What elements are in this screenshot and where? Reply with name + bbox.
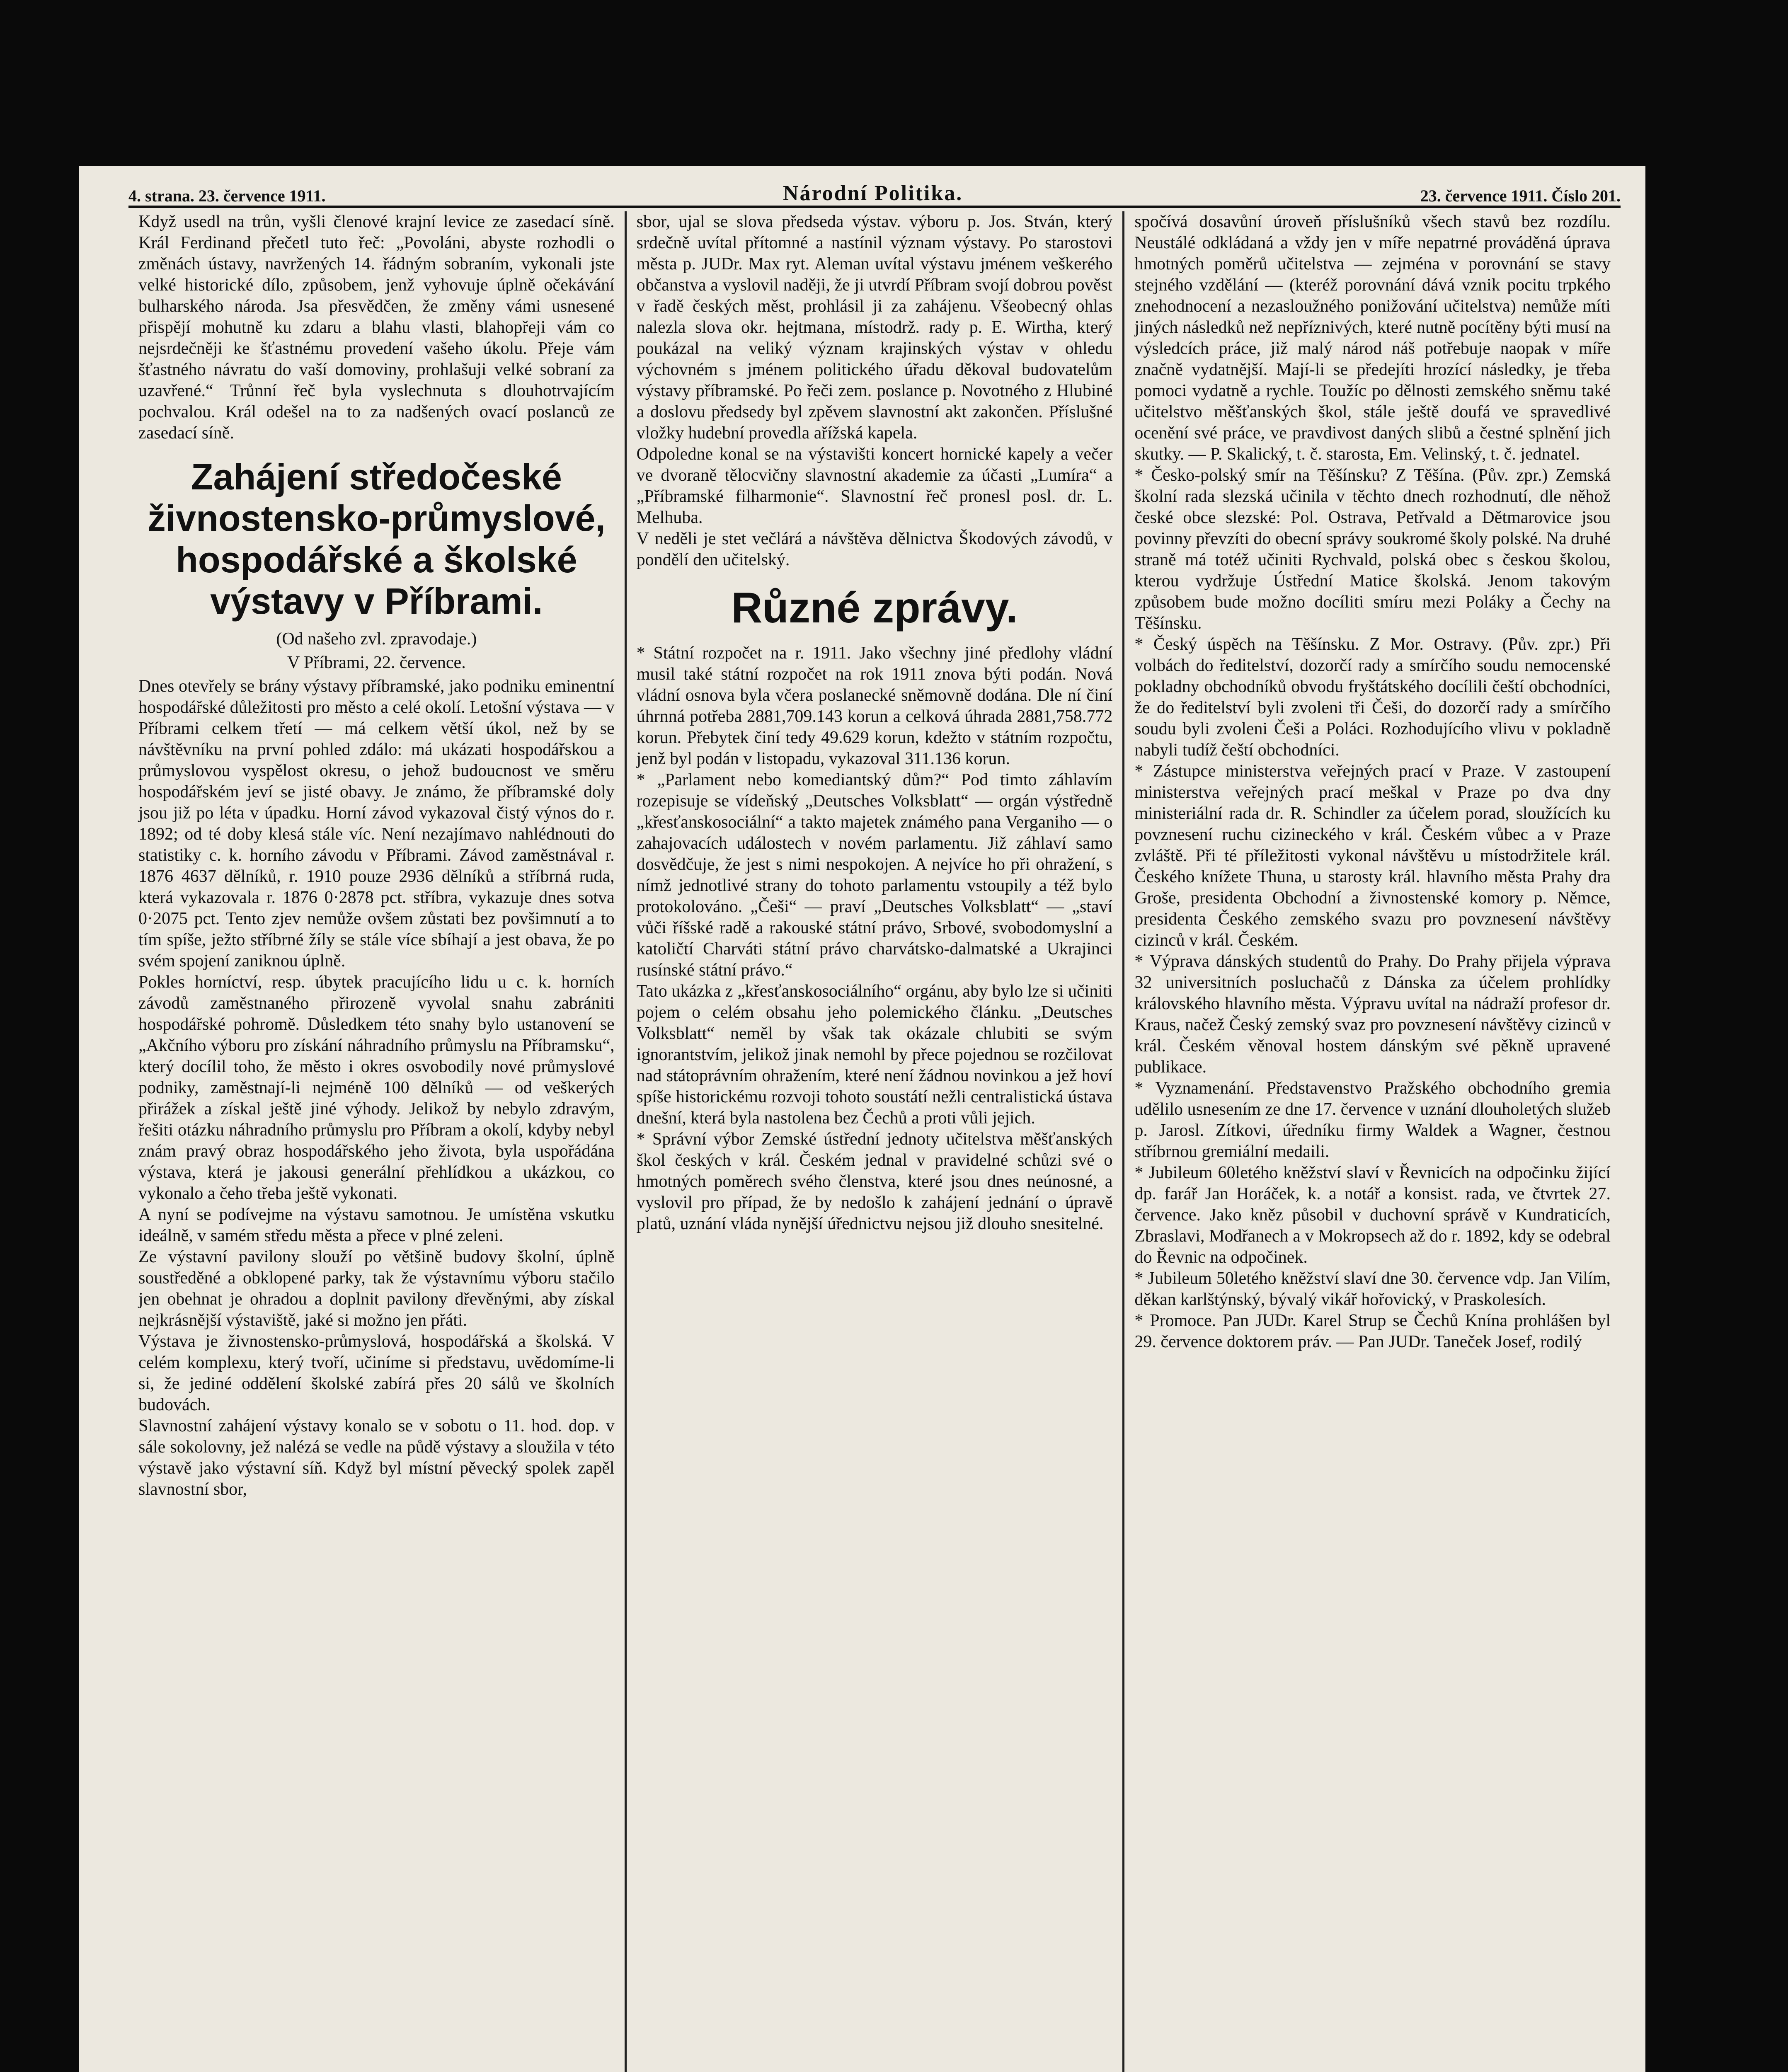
columns — [128, 211, 1621, 2072]
news-item: * Výprava dánských studentů do Prahy. Do Prahy přijela výprava 32 universitních posluchačů z Dánska za účelem prohlídky královského hlavního města. Výpravu uvítal na nádraží profesor dr. Kraus, načež Český zemský svaz pro povznesení návštěvy cizinců v král. Českém věnoval hostem dánským své pěkně upravené publikace. — [1134, 952, 1611, 1077]
column-2 — [627, 211, 1123, 2072]
news-item: * Správní výbor Zemské ústřední jednoty učitelstva měšťanských škol českých v král. Českém jednal v pravidelné schůzi své o hmotných poměrech svého členstva, které jsou dnes neúnosné, a vyslovil pro případ, že by nedošlo k zahájení jednání o úpravě platů, uznání vláda nynější úřednictvu nejsou již dlouho snesitelné. — [636, 1130, 1113, 1233]
article-paragraph: V neděli je stet večlárá a návštěva dělnictva Škodových závodů, v pondělí den učitelský. — [636, 529, 1113, 569]
dateline: V Příbrami, 22. července. — [287, 653, 466, 672]
article-paragraph: Ze výstavní pavilony slouží po většině budovy školní, úplně soustředěné a obklopené parky, tak že výstavnímu výboru stačilo jen obehnat je ohradou a doplnit pavilony dřevěnými, aby získal nejkrásnější výstaviště, jaké si možno jen přáti. — [138, 1247, 615, 1330]
article-paragraph: sbor, ujal se slova předseda výstav. výboru p. Jos. Stván, který srdečně uvítal přítomné a nastínil význam výstavy. Po starostovi města p. JUDr. Max ryt. Aleman uvítal výstavu jménem veškerého občanstva a vyslovil naději, že ji utvrdí Příbram svojí dobrou pověst v řadě českých měst, prohlásil ji za zahájenu. Všeobecný ohlas nalezla slova okr. hejtmana, místodrž. rady p. E. Wirtha, který poukázal na veliký význam krajinských výstav v ohledu výchovném s jménem politického úřadu děkoval budovatelům výstavy příbramské. Po řeči zem. poslance p. Novotného z Hlubiné a doslovu předsedy byl zpěvem slavnostní akt zakončen. Příslušné vložky hudební provedla ařížská kapela. — [636, 212, 1113, 443]
article-paragraph: Odpoledne konal se na výstavišti koncert hornické kapely a večer ve dvoraně tělocvičny slavnostní akademie za účasti „Lumíra“ a „Příbramské filharmonie“. Slavnostní řeč pronesl posl. dr. L. Melhuba. — [636, 445, 1113, 527]
article-paragraph: Slavnostní zahájení výstavy konalo se v sobotu o 11. hod. dop. v sále sokolovny, jež nalézá se vedle na půdě výstavy a sloužila v této výstavě jako výstavní síň. Když byl místní pěvecký spolek zapěl slavnostní sbor, — [138, 1416, 615, 1499]
news-item: * Zástupce ministerstva veřejných prací v Praze. V zastoupení ministerstva veřejných prací meškal v Praze po dva dny ministeriální rada dr. R. Schindler za účelem porad, sloužících ku povznesení ruchu cizineckého v král. Českém vůbec a v Praze zvláště. Při té příležitosti vykonal návštěvu u místodržitele král. Českého knížete Thuna, u starosty král. hlavního města Prahy dra Groše, presidenta Obchodní a živnostenské komory p. Němce, presidenta Českého zemského svazu pro povznesení návštěvy cizinců v král. Českém. — [1134, 762, 1611, 950]
article-paragraph: Pokles horníctví, resp. úbytek pracujícího lidu u c. k. horních závodů zaměstnaného přirozeně vyvolal snahu zabrániti hospodářské pohromě. Důsledkem této snahy bylo ustanovení se „Akčního výboru pro získání náhradního průmyslu na Příbramsku“, který docílil toho, že město i okres osvobodily nové průmyslové podniky, zaměstnají-li nejméně 100 dělníků — od veškerých přirážek a získal ještě jiné výhody. Jelikož by nebylo zdravým, řešiti otázku náhradního průmyslu pro Příbram a okolí, kdyby nebyl znám pravý obraz hospodářského jeho života, byla uspořádána výstava, která je jakousi generální přehlídkou a ukázkou, co vykonalo a čeho třeba ještě vykonati. — [138, 973, 615, 1203]
section-title: Různé zprávy. — [731, 584, 1018, 632]
page-info-right: 23. července 1911. Číslo 201. — [1420, 186, 1621, 205]
article-headline: Zahájení středočeské živnostensko-průmyslové, hospodářské a školské výstavy v Příbrami. — [147, 456, 606, 622]
column-3 — [1124, 211, 1621, 2072]
byline: (Od našeho zvl. zpravodaje.) — [276, 629, 477, 649]
article-paragraph: Když usedl na trůn, vyšli členové krajní levice ze zasedací síně. Král Ferdinand přečetl tuto řeč: „Povoláni, abyste rozhodli o změnách ústavy, navržených 14. řádným sobraním, vykonali jste velké historické dílo, způsobem, jenž vyhovuje úplně očekávání bulharského národa. Jsa přesvědčen, že změny vámi usnesené přispějí mohutně ku zdaru a blahu vlasti, blahopřeji vám co nejsrdečněji ke šťastnému provedení vašeho úkolu. Přeje vám šťastného návratu do vaší domoviny, prohlašuji velké sobraní za uzavřené.“ Trůnní řeč byla vyslechnuta s dlouhotrvajícím pochvalou. Král odešel na to za nadšených ovací poslanců ze zasedací síně. — [138, 212, 615, 443]
article-paragraph: Výstava je živnostensko-průmyslová, hospodářská a školská. V celém komplexu, který tvoří, učiníme si představu, uvědomíme-li si, že jediné oddělení školské zabírá přes 20 sálů ve školních budovách. — [138, 1332, 615, 1414]
article-paragraph: Dnes otevřely se brány výstavy příbramské, jako podniku eminentní hospodářské důležitosti pro město a celé okolí. Letošní výstava — v Příbrami celkem třetí — má celkem větší úkol, než by se návštěvníku na první pohled zdálo: má ukázati hospodářskou a průmyslovou vyspělost okresu, o jehož budoucnost ve směru hospodářském jeví se jisté obavy. Je známo, že příbramské doly jsou již po léta v úpadku. Horní závod vykazoval čistý výnos do r. 1892; od té doby klesá stále víc. Není nezajímavo nahlédnouti do statistiky c. k. horního závodu v Příbrami. Závod zaměstnával r. 1876 4637 dělníků, r. 1910 pouze 2936 dělníků a stříbrná ruda, která vykazovala r. 1876 0·2878 pct. stříbra, vykazuje dnes sotva 0·2075 pct. Tento zjev nemůže ovšem zůstati bez povšimnutí a to tím spíše, ježto stříbrné žíly se stále více sbíhají a jest obava, že po svém spojení zaniknou úplně. — [138, 677, 615, 971]
news-item: Tato ukázka z „křesťanskosociálního“ orgánu, aby bylo lze si učiniti pojem o celém obsahu jeho polemického článku. „Deutsches Volksblatt“ neměl by však tak okázale chlubiti se svým ignorantstvím, jelikož jinak nemohl by přece pojednou se rozčilovat nad státoprávním ohražením, které není žádnou novinkou a jež hoví spíše historickému rozvoji tohoto soustátí nežli centralistická ústava dnešní, která byla nastolena bez Čechů a proti vůli jejich. — [636, 982, 1113, 1128]
news-item: * Státní rozpočet na r. 1911. Jako všechny jiné předlohy vládní musil také státní rozpočet na rok 1911 znova býti podán. Nová vládní osnova byla včera poslanecké sněmovně dodána. Dle ní činí úhrnná potřeba 2881,709.143 korun a celková úhrada 2881,758.772 korun. Přebytek činí tedy 49.629 korun, kdežto v státním rozpočtu, jenž byl podán v listopadu, vykazoval 311.136 korun. — [636, 644, 1113, 768]
news-item: spočívá dosavůní úroveň příslušníků všech stavů bez rozdílu. Neustálé odkládaná a vždy jen v míře nepatrné prováděná úprava hmotných poměrů učitelstva — zejména v porovnání se stavy stejného vzdělání — (kteréž porovnání dává vznik pocitu trpkého znehodnocení a nezasloužného ponižování učitelstva) nemůže míti jiných následků než nepříznivých, které nutně pocítěny býti musí na výsledcích práce, již malý národ náš potřebuje naopak v míře značně vydatnější. Mají-li se předejíti hrozící následky, je třeba pomoci vydatně a rychle. Toužíc po dělnosti zemského sněmu také učitelstvo měšťanských škol, stále ještě doufá ve spravedlivé ocenění své práce, ve pravdivost daných slibů a čestné splnění jich skutky. — P. Skalický, t. č. starosta, Em. Velinský, t. č. jednatel. — [1134, 212, 1611, 464]
news-item: * Český úspěch na Těšínsku. Z Mor. Ostravy. (Pův. zpr.) Při volbách do ředitelství, dozorčí rady a smírčího soudu nemocenské pokladny obchodníků obvodu fryštátského docílili čeští obchodníci, že do ředitelství byli zvoleni tři Češi, do dozorčí rady a smírčího soudu byli zvoleni Češi a Poláci. Rozhodujícího vlivu v pokladně nabyli tudíž čeští obchodníci. — [1134, 635, 1611, 760]
news-item: * Jubileum 60letého kněžství slaví v Řevnicích na odpočinku žijící dp. farář Jan Horáček, k. a notář a konsist. rada, ve čtvrtek 27. července. Jako kněz působil v duchovní správě v Kundraticích, Zbraslavi, Modřanech a v Mokropsech až do r. 1892, kdy se odebral do Řevnic na odpočinek. — [1134, 1163, 1611, 1267]
masthead: Národní Politika. — [783, 182, 963, 205]
page-info-left: 4. strana. 23. července 1911. — [128, 186, 326, 205]
news-item: * Vyznamenání. Představenstvo Pražského obchodního gremia udělilo usnesením ze dne 17. července v uznání dlouholetých služeb p. Jarosl. Zítkovi, úředníku firmy Waldek a Wagner, čestnou stříbrnou gremiální medaili. — [1134, 1079, 1611, 1161]
column-1 — [128, 211, 625, 2072]
news-item: * Jubileum 50letého kněžství slaví dne 30. července vdp. Jan Vilím, děkan karlštýnský, bývalý vikář hořovický, v Praskolesích. — [1134, 1269, 1611, 1309]
article-paragraph: A nyní se podívejme na výstavu samotnou. Je umístěna vskutku ideálně, v samém středu města a přece v plné zeleni. — [138, 1205, 615, 1245]
news-item: * „Parlament nebo komediantský dům?“ Pod timto záhlavím rozepisuje se vídeňský „Deutsches Volksblatt“ — orgán výstředně „křesťanskosociální“ a takto majetek známého pana Verganiho — o zahajovacích událostech v novém parlamentu. Již záhlaví samo dosvědčuje, že jest s nimi nespokojen. A nejvíce ho při ohražení, s nímž jednotlivé strany do tohoto parlamentu vstoupily a též bylo protokolováno. „Češi“ — praví „Deutsches Volksblatt“ — „staví vůči říšské radě a rakouské státní právo, Srbové, svobodomyslní a katoličtí Charváti státní právo charvátsko-dalmatské a Ukrajinci rusínské státní právo.“ — [636, 770, 1113, 980]
news-item: * Promoce. Pan JUDr. Karel Strup se Čechů Knína prohlášen byl 29. července doktorem práv. — Pan JUDr. Taneček Josef, rodilý — [1134, 1311, 1611, 1351]
newspaper-page — [79, 166, 1645, 2072]
page-header — [128, 182, 1621, 208]
news-item: * Česko-polský smír na Těšínsku? Z Těšína. (Pův. zpr.) Zemská školní rada slezská učinila v těchto dnech rozhodnutí, dle něhož české obce slezské: Pol. Ostrava, Petřvald a Dětmarovice jsou povinny převzíti do obecní správy soukromé školy polské. Na druhé straně má totéž učiniti Rychvald, polská obec s českou školou, kterou vydržuje Ústřední Matice školská. Jenom takovým způsobem bude možno docíliti smíru mezi Poláky a Čechy na Těšínsku. — [1134, 466, 1611, 633]
